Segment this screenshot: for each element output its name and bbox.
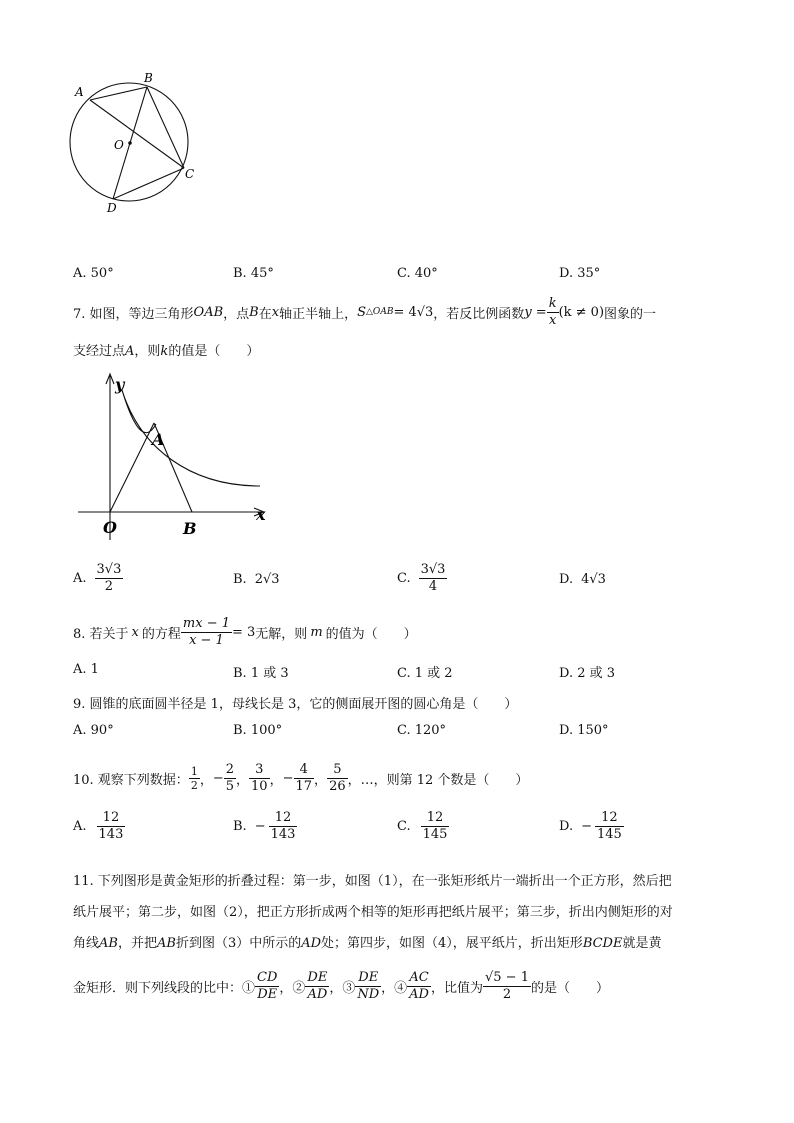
q6-option-c: C. 40° [397, 266, 438, 281]
q8-eq: = 3 [232, 624, 256, 640]
q7-option-c: C. $\frac{3√3}{4}$ [397, 562, 446, 594]
label-o: O [114, 138, 124, 152]
q7-text-5: ，若反比例函数 [433, 306, 525, 322]
q7-k: k [160, 344, 169, 359]
q7-text-8: ，则 [134, 344, 161, 359]
q7-area-s: S [357, 304, 367, 320]
label-b: B [183, 519, 197, 538]
q7-text-4: 轴正半轴上， [279, 306, 358, 322]
q9-option-b: B. 100° [233, 723, 283, 738]
q7-text-7: 支经过点 [73, 344, 126, 359]
q6-option-a: A. 50° [73, 266, 114, 281]
q7-text-1: 7. 如图，等边三角形 [73, 306, 194, 322]
q10-frac-1: $\frac{1}{2}$ [190, 764, 198, 792]
q10-frac-5: $\frac{5}{26}$ [329, 761, 346, 794]
hyperbola-curve [122, 390, 260, 486]
label-c: C [185, 167, 195, 181]
question-11-line-1: 11. 下列图形是黄金矩形的折叠过程：第一步，如图（1），在一张矩形纸片一端折出一个正方形，然后把 [73, 874, 672, 889]
q7-b: B [249, 304, 259, 320]
q10-frac-4: $\frac{4}{17}$ [295, 761, 313, 794]
q8-option-a: A. 1 [73, 662, 99, 677]
q8-option-b: B. 1 或 3 [233, 666, 289, 681]
q10-label: 10. 观察下列数据： [73, 772, 189, 788]
segment-ab [90, 87, 147, 100]
question-11-line-3: 角线AB，并把AB折到图（3）中所示的AD处；第四步，如图（4），展平纸片，折出矩形BCDE就是黄 [73, 936, 662, 951]
q7-func: y = [524, 304, 547, 320]
segment-bc [147, 87, 184, 168]
q10-option-c: C. $\frac{12}{145}$ [397, 810, 448, 842]
q7-area-val: = 4√3 [393, 304, 434, 320]
label-x: x [256, 505, 266, 524]
label-a: A [75, 85, 84, 99]
q9-option-c: C. 120° [397, 723, 447, 738]
label-y: y [115, 375, 125, 394]
q6-option-d: D. 35° [559, 266, 601, 281]
q8-fraction: $\frac{mx - 1}{x - 1}$ [182, 615, 230, 648]
q10-frac-3: $\frac{3}{10}$ [251, 761, 268, 794]
question-11-line-4: 金矩形．则下列线段的比中：① $\frac{CD}{DE}$ ，② $\frac{DE}{AD}$ ，③ $\frac{DE}{ND}$ ，④ $\frac{AC}{AD}$ ，比值为 $\frac{√5 - 1}{2}$ 的是（ ） [73, 969, 609, 1002]
q7-area-sub: △OAB [366, 307, 394, 317]
question-11-line-2: 纸片展平；第二步，如图（2），把正方形折成两个相等的矩形再把纸片展平；第三步，折出内侧矩形的对 [73, 905, 673, 920]
q7-text-9: 的值是（ ） [168, 344, 260, 359]
q7-text-6: 图象的一 [604, 306, 657, 322]
q8-text-3: 无解，则 [255, 626, 308, 642]
q8-text-2: 的方程 [141, 626, 181, 642]
ratio-cd-de: $\frac{CD}{DE}$ [257, 969, 278, 1002]
label-b: B [144, 71, 153, 85]
question-9: 9. 圆锥的底面圆半径是 1，母线长是 3，它的侧面展开图的圆心角是（ ） [73, 697, 518, 712]
ratio-de-ad: $\frac{DE}{AD}$ [307, 969, 328, 1002]
ratio-de-nd: $\frac{DE}{ND}$ [357, 969, 380, 1002]
q10-option-a: A. $\frac{12}{143}$ [73, 810, 124, 842]
q10-tail: ，…，则第 12 个数是（ ） [347, 772, 529, 788]
segment-oa [110, 423, 154, 512]
q10-frac-2: $\frac{2}{5}$ [225, 761, 235, 794]
q6-option-b: B. 45° [233, 266, 274, 281]
q7-k-over-x: $\frac{k}{x}$ [548, 295, 557, 328]
q7-option-b: B. 2√3 [233, 572, 280, 587]
question-7-line-2 [73, 340, 259, 359]
label-o: O [103, 518, 117, 537]
q7-oab: OAB [193, 304, 224, 320]
q10-option-b: B. − $\frac{12}{143}$ [233, 810, 296, 842]
center-point [128, 141, 132, 145]
golden-ratio: $\frac{√5 - 1}{2}$ [485, 969, 529, 1002]
q8-m: m [310, 624, 323, 640]
q7-text-3: 在 [258, 306, 272, 322]
question-8 [73, 614, 417, 650]
q7-cond: (k ≠ 0) [558, 304, 605, 320]
label-d: D [107, 201, 117, 215]
segment-dc [113, 168, 184, 199]
q8-x: x [131, 624, 139, 640]
q8-text-4: 的值为（ ） [325, 626, 417, 642]
segment-ac [90, 100, 184, 168]
hyperbola-figure [70, 368, 280, 548]
q8-text-1: 8. 若关于 [73, 626, 129, 642]
q7-option-d: D. 4√3 [559, 572, 606, 587]
q8-option-d: D. 2 或 3 [559, 666, 616, 681]
q8-option-c: C. 1 或 2 [397, 666, 453, 681]
q7-x: x [271, 304, 280, 320]
q7-text-2: ，点 [223, 306, 250, 322]
ratio-ac-ad: $\frac{AC}{AD}$ [409, 969, 429, 1002]
label-a: A [152, 430, 165, 449]
q9-option-d: D. 150° [559, 723, 609, 738]
q7-option-a: A. $\frac{3√3}{2}$ [73, 562, 122, 594]
circle-figure [60, 60, 210, 220]
question-7-line-1 [73, 296, 656, 328]
q9-option-a: A. 90° [73, 723, 114, 738]
question-10: 10. 观察下列数据： $\frac{1}{2}$ ， − $\frac{2}{5}$ ， $\frac{3}{10}$ ， − $\frac{4}{17}$ ， $\frac{5}{26}$ ，…，则第 12 个数是（ ） [73, 761, 529, 794]
q7-point-a: A [125, 344, 135, 359]
q10-option-d: D. − $\frac{12}{145}$ [559, 810, 622, 842]
